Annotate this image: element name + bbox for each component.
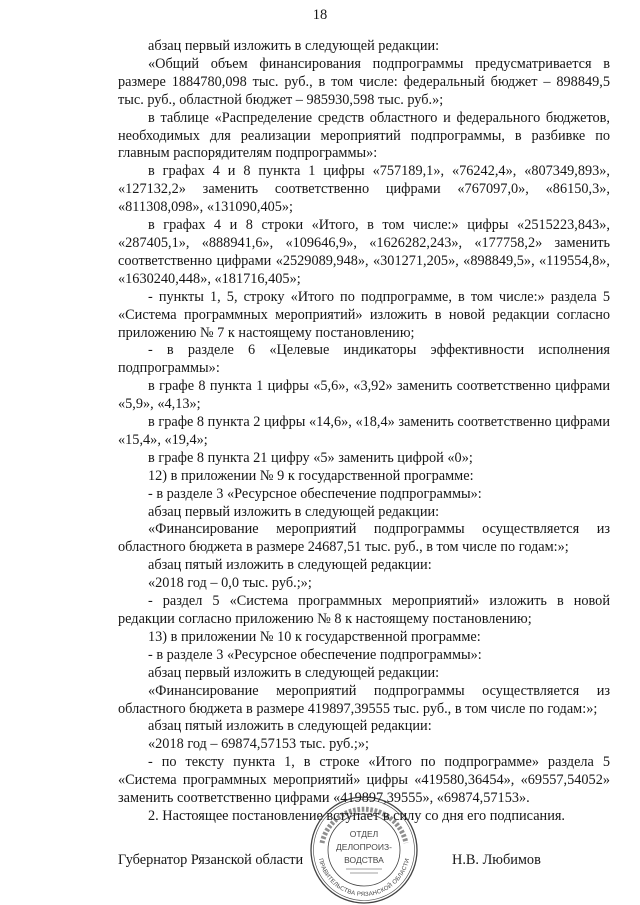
paragraph: в графе 8 пункта 1 цифры «5,6», «3,92» заменить соответственно цифрами «5,9», «4,13»; [118, 378, 610, 413]
paragraph: - раздел 5 «Система программных мероприятий» изложить в новой редакции согласно приложению № 8 к настоящему постановлению; [118, 593, 610, 627]
stamp-center-line: ОТДЕЛ [349, 829, 379, 839]
paragraph: в графе 8 пункта 2 цифры «14,6», «18,4» заменить соответственно цифрами «15,4», «19,4»; [118, 414, 610, 448]
stamp-center-line: ВОДСТВА [344, 855, 384, 865]
paragraph: абзац первый изложить в следующей редакции: [148, 664, 440, 681]
paragraph: 2. Настоящее постановление вступает в силу со дня его подписания. [148, 807, 565, 824]
paragraph: абзац пятый изложить в следующей редакции: [148, 718, 432, 735]
stamp-center-line: ДЕЛОПРОИЗ- [336, 842, 392, 852]
paragraph: «Общий объем финансирования подпрограммы предусматривается в размере 1884780,098 тыс. руб., в том числе: федеральный бюджет – 898849,5 тыс. руб., областной бюджет – 985930,598 тыс. руб.»; [118, 55, 610, 108]
signatory-name: Н.В. Любимов [452, 852, 541, 868]
paragraph: 12) в приложении № 9 к государственной программе: [148, 467, 474, 484]
paragraph: «Финансирование мероприятий подпрограммы осуществляется из областного бюджета в размере 24687,51 тыс. руб., в том числе по годам:»; [118, 521, 610, 556]
paragraph: «2018 год – 0,0 тыс. руб.;»; [148, 575, 312, 592]
paragraph: «Финансирование мероприятий подпрограммы осуществляется из областного бюджета в размере 419897,39555 тыс. руб., в том числе по годам:»; [118, 682, 610, 717]
signatory-title: Губернатор Рязанской области [118, 852, 304, 868]
paragraph: - в разделе 3 «Ресурсное обеспечение подпрограммы»: [148, 485, 482, 502]
paragraph: абзац первый изложить в следующей редакции: [148, 503, 440, 520]
paragraph: «2018 год – 69874,57153 тыс. руб.;»; [148, 736, 369, 753]
paragraph: - в разделе 6 «Целевые индикаторы эффективности исполнения подпрограммы»: [118, 342, 610, 377]
document-body [118, 38, 610, 826]
stamp-ring-text: ПРАВИТЕЛЬСТВА РЯЗАНСКОЙ ОБЛАСТИ [316, 857, 412, 899]
office-stamp [308, 796, 420, 904]
paragraph: - по тексту пункта 1, в строке «Итого по подпрограмме» раздела 5 «Система программных мероприятий» цифры «419580,36454», «69557,54052» заменить соответственно цифрами «419897,39555», «69874,57153». [118, 754, 610, 807]
paragraph: в графах 4 и 8 строки «Итого, в том числе:» цифры «2515223,843», «287405,1», «888941,6», «109646,9», «1626282,243», «177758,2» заменить соответственно цифрами «2529089,948», «301271,205», «898849,5», «119554,8», «1630240,448», «181716,405»; [118, 217, 610, 287]
paragraph: - в разделе 3 «Ресурсное обеспечение подпрограммы»: [148, 646, 482, 663]
page-number: 18 [312, 7, 328, 23]
paragraph: абзац пятый изложить в следующей редакции: [148, 557, 432, 574]
paragraph: в графе 8 пункта 21 цифру «5» заменить цифрой «0»; [148, 449, 473, 466]
paragraph: в графах 4 и 8 пункта 1 цифры «757189,1», «76242,4», «807349,893», «127132,2» заменить соответственно цифрами «767097,0», «86150,3», «811308,098», «131090,405»; [118, 163, 610, 216]
paragraph: 13) в приложении № 10 к государственной программе: [148, 628, 481, 645]
paragraph: абзац первый изложить в следующей редакции: [148, 38, 440, 54]
paragraph: в таблице «Распределение средств областного и федерального бюджетов, необходимых для реализации мероприятий подпрограммы, в разбивке по главным распорядителям подпрограммы»: [118, 109, 610, 162]
paragraph: - пункты 1, 5, строку «Итого по подпрограмме, в том числе:» раздела 5 «Система программных мероприятий» изложить в новой редакции согласно приложению № 7 к настоящему постановлению; [118, 288, 610, 341]
